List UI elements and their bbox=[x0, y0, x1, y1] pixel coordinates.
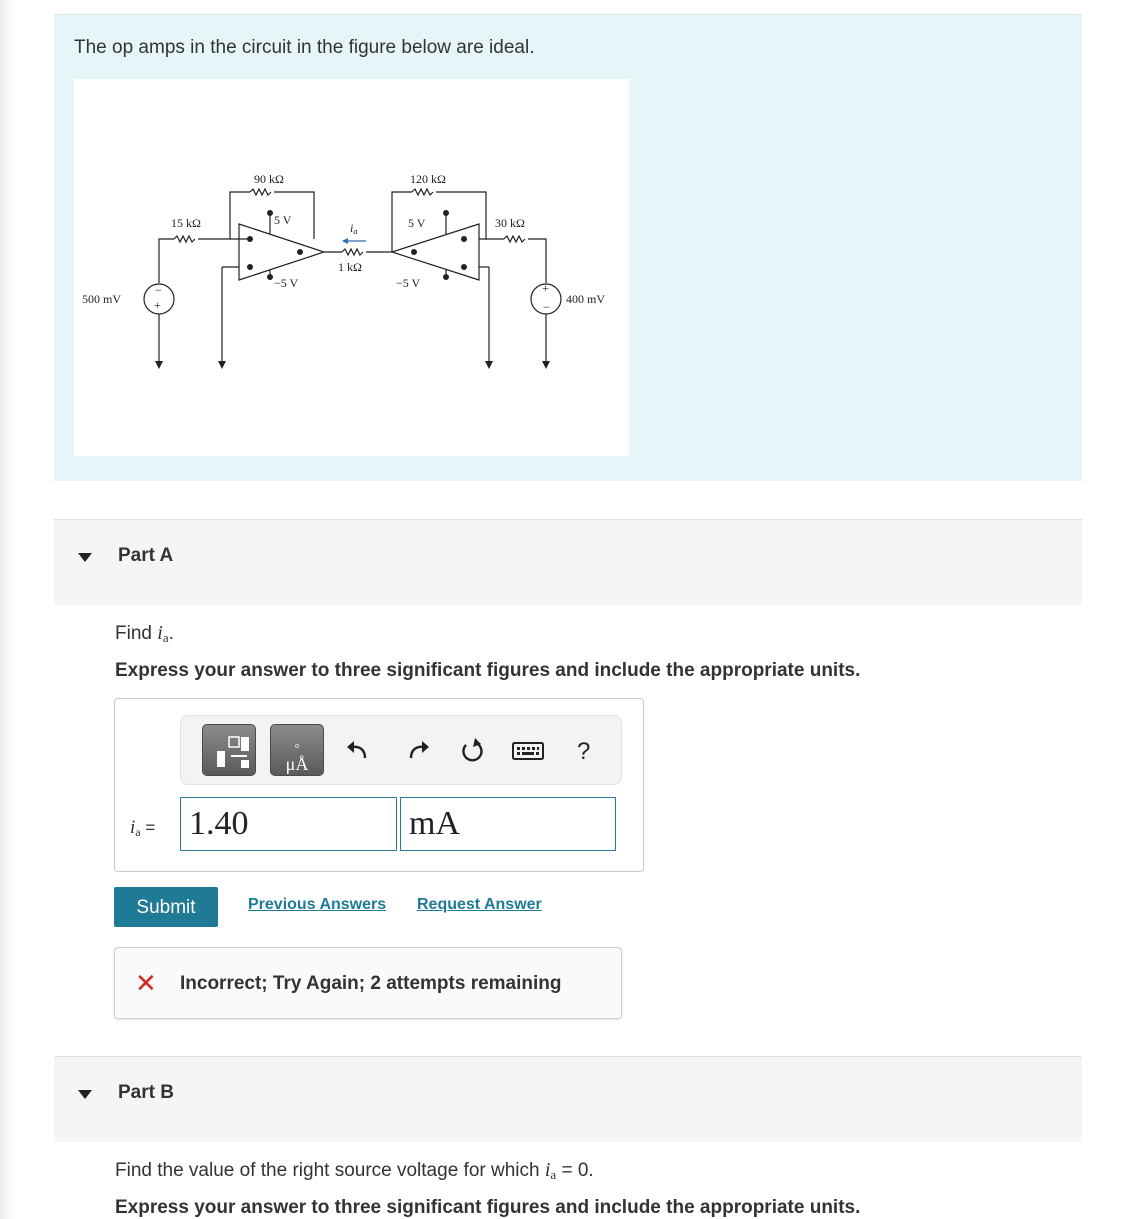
resistor-30k bbox=[504, 236, 525, 242]
collapse-caret-icon[interactable] bbox=[78, 553, 92, 562]
math-toolbar bbox=[180, 715, 622, 785]
templates-icon bbox=[203, 725, 255, 775]
label-left-vpos: 5 V bbox=[274, 213, 292, 227]
feedback-text: Incorrect; Try Again; 2 attempts remaining bbox=[180, 973, 562, 994]
incorrect-x-icon: ✕ bbox=[135, 968, 157, 998]
units-input[interactable]: mA bbox=[400, 797, 616, 851]
part-a-header[interactable] bbox=[54, 519, 1082, 605]
part-b-question: Find the value of the right source voltage for which $i_a = 0$. bbox=[115, 1159, 594, 1182]
help-button[interactable]: ? bbox=[577, 738, 591, 765]
resistor-120k bbox=[412, 189, 433, 195]
problem-intro: The op amps in the circuit in the figure below are ideal. bbox=[74, 37, 535, 58]
wire-30k-to-source bbox=[528, 239, 546, 283]
wire-left-source-top bbox=[159, 239, 174, 283]
circuit-diagram bbox=[74, 79, 629, 456]
part-a-instructions: Express your answer to three significant figures and include the appropriate units. bbox=[115, 660, 861, 681]
circuit-figure bbox=[74, 79, 629, 456]
label-120k: 120 kΩ bbox=[410, 172, 446, 186]
part-b-title: Part B bbox=[118, 1082, 174, 1103]
source-right-minus: − bbox=[543, 300, 550, 314]
part-a-question: Find $i_a$. bbox=[115, 622, 174, 645]
request-answer-link[interactable]: Request Answer bbox=[417, 896, 542, 913]
wire-left-feedback-left bbox=[230, 192, 250, 239]
resistor-1k bbox=[342, 249, 363, 255]
problem-statement bbox=[54, 14, 1082, 481]
source-left-plus: + bbox=[154, 298, 161, 312]
units-button[interactable] bbox=[270, 724, 324, 776]
part-b-header[interactable] bbox=[54, 1056, 1082, 1142]
label-right-vpos: 5 V bbox=[408, 216, 426, 230]
reset-icon[interactable] bbox=[457, 736, 487, 766]
answer-variable-label: $i_a$ = bbox=[130, 817, 156, 839]
part-a-title: Part A bbox=[118, 545, 174, 566]
opamp-right bbox=[392, 224, 479, 280]
part-b-instructions: Express your answer to three significant figures and include the appropriate units. bbox=[115, 1197, 861, 1218]
resistor-15k bbox=[174, 236, 195, 242]
label-90k: 90 kΩ bbox=[254, 172, 284, 186]
opamp-left bbox=[239, 224, 324, 280]
answer-box bbox=[114, 698, 644, 872]
previous-answers-link[interactable]: Previous Answers bbox=[248, 896, 387, 913]
source-right-plus: + bbox=[542, 281, 549, 295]
label-right-vneg: −5 V bbox=[396, 276, 421, 290]
redo-icon[interactable] bbox=[403, 736, 433, 766]
templates-button[interactable] bbox=[202, 724, 256, 776]
undo-icon[interactable] bbox=[343, 736, 373, 766]
label-400mv: 400 mV bbox=[566, 292, 605, 306]
label-500mv: 500 mV bbox=[82, 292, 121, 306]
label-15k: 15 kΩ bbox=[171, 216, 201, 230]
resistor-90k bbox=[250, 189, 271, 195]
feedback-message bbox=[114, 947, 622, 1019]
value-input[interactable]: 1.40 bbox=[180, 797, 397, 851]
label-30k: 30 kΩ bbox=[495, 216, 525, 230]
svg-text:μÅ: μÅ bbox=[285, 754, 309, 774]
label-current: ia bbox=[350, 221, 358, 236]
label-left-vneg: −5 V bbox=[274, 276, 299, 290]
keyboard-icon[interactable] bbox=[511, 736, 545, 766]
left-edge-shadow bbox=[0, 0, 16, 1219]
label-1k: 1 kΩ bbox=[338, 260, 362, 274]
collapse-caret-icon[interactable] bbox=[78, 1090, 92, 1099]
units-icon bbox=[271, 725, 323, 775]
source-left-minus: − bbox=[155, 283, 162, 297]
svg-text:°: ° bbox=[294, 741, 300, 755]
submit-button[interactable]: Submit bbox=[114, 887, 218, 927]
